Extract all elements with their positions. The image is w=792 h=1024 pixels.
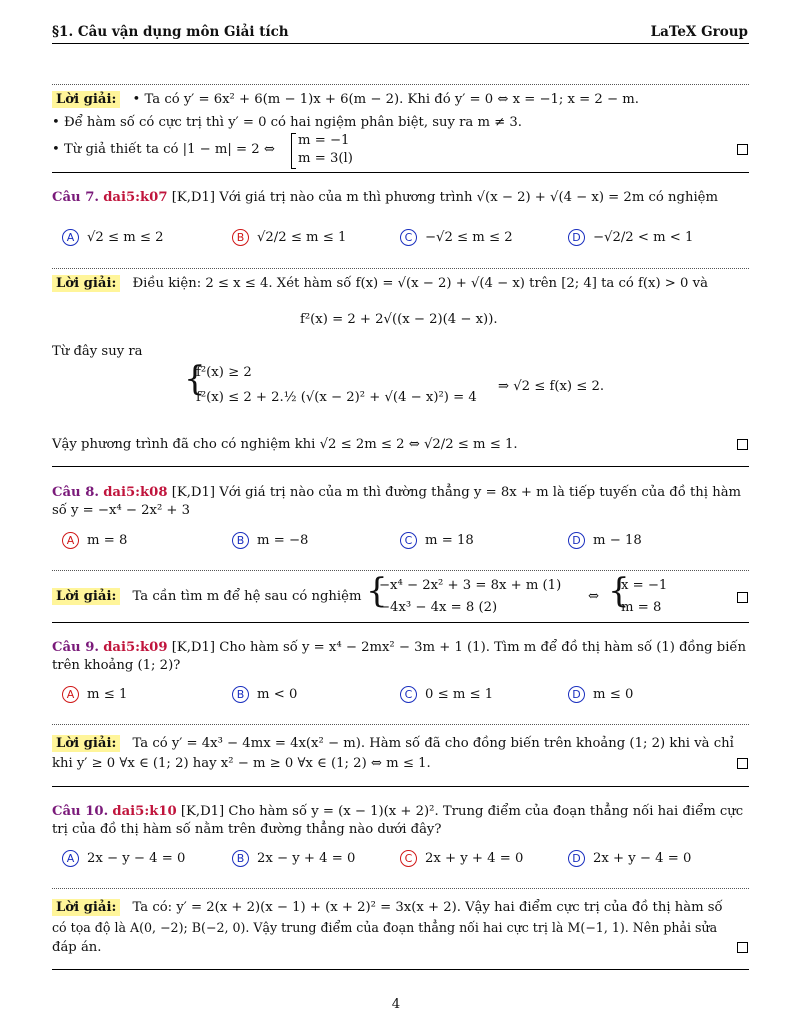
question-9-choice-b[interactable]: B m < 0: [232, 686, 297, 703]
solution-end-rule: [52, 969, 749, 970]
question-10-stem-cont: trị của đồ thị hàm số nằm trên đường thẳng nào dưới đây?: [52, 822, 442, 837]
question-8-choice-b[interactable]: B m = −8: [232, 532, 308, 549]
question-8-choice-c[interactable]: C m = 18: [400, 532, 474, 549]
q7-solution-line2: Từ đây suy ra: [52, 344, 143, 359]
header-rule: [52, 43, 749, 44]
qed-square: [737, 439, 748, 450]
q7-system-result: ⇒ √2 ≤ f(x) ≤ 2.: [498, 379, 605, 394]
question-8-choice-d[interactable]: D m − 18: [568, 532, 642, 549]
question-9-choice-d[interactable]: D m ≤ 0: [568, 686, 633, 703]
dotted-separator: [52, 888, 749, 889]
bracket: [291, 133, 296, 169]
q8-arrow: ⇔: [588, 589, 600, 604]
case-1: m = −1: [298, 133, 350, 148]
q9-solution-line2: khi y′ ≥ 0 ∀x ∈ (1; 2) hay x² − m ≥ 0 ∀x ∈ (1; 2) ⇔ m ≤ 1.: [52, 756, 431, 771]
q10-solution-line1: Lời giải: Ta có: y′ = 2(x + 2)(x − 1) + (x + 2)² = 3x(x + 2). Vậy hai điểm cực trị của đồ thị hàm số: [52, 900, 723, 915]
running-header-left: §1. Câu vận dụng môn Giải tích: [52, 24, 289, 40]
dotted-separator: [52, 570, 749, 571]
solution-end-rule: [52, 786, 749, 787]
dotted-separator: [52, 84, 749, 85]
question-8-stem: Câu 8. dai5:k08 [K,D1] Với giá trị nào của m thì đường thẳng y = 8x + m là tiếp tuyến của đồ thị hàm: [52, 485, 742, 500]
solution-end-rule: [52, 172, 749, 173]
question-7-choice-d[interactable]: D −√2/2 < m < 1: [568, 229, 693, 246]
question-7-choice-a[interactable]: A √2 ≤ m ≤ 2: [62, 229, 164, 246]
case-2: m = 3(l): [298, 151, 353, 166]
question-10-choice-a[interactable]: A 2x − y − 4 = 0: [62, 850, 185, 867]
question-9-choice-c[interactable]: C 0 ≤ m ≤ 1: [400, 686, 493, 703]
prev-solution-line1: Lời giải: • Ta có y′ = 6x² + 6(m − 1)x + 6(m − 2). Khi đó y′ = 0 ⇔ x = −1; x = 2 − m.: [52, 92, 639, 107]
dotted-separator: [52, 268, 749, 269]
qed-square: [737, 144, 748, 155]
question-10-stem: Câu 10. dai5:k10 [K,D1] Cho hàm số y = (x − 1)(x + 2)². Trung điểm của đoạn thẳng nối hai điểm cực: [52, 804, 744, 819]
left-brace: {: [608, 571, 630, 611]
question-9-stem: Câu 9. dai5:k09 [K,D1] Cho hàm số y = x⁴ − 2mx² − 3m + 1 (1). Tìm m để đồ thị hàm số (1) đồng biến: [52, 640, 747, 655]
question-8-stem-cont: số y = −x⁴ − 2x² + 3: [52, 503, 191, 518]
q9-solution-line1: Lời giải: Ta có y′ = 4x³ − 4mx = 4x(x² − m). Hàm số đã cho đồng biến trên khoảng (1; 2) khi và chỉ: [52, 736, 734, 751]
qed-square: [737, 592, 748, 603]
q7-system-1: f²(x) ≥ 2: [196, 365, 252, 380]
q8-solution-line1: Lời giải: Ta cần tìm m để hệ sau có nghiệm: [52, 589, 361, 604]
question-9-stem-cont: trên khoảng (1; 2)?: [52, 658, 181, 673]
q7-solution-line1: Lời giải: Điều kiện: 2 ≤ x ≤ 4. Xét hàm số f(x) = √(x − 2) + √(4 − x) trên [2; 4] ta có f(x) > 0 và: [52, 276, 708, 291]
q7-solution-line3: Vậy phương trình đã cho có nghiệm khi √2 ≤ 2m ≤ 2 ⇔ √2/2 ≤ m ≤ 1.: [52, 437, 518, 452]
question-7-choice-b[interactable]: B √2/2 ≤ m ≤ 1: [232, 229, 346, 246]
q8-result-1: x = −1: [621, 578, 668, 593]
prev-solution-line3: • Từ giả thiết ta có |1 − m| = 2 ⇔: [52, 142, 275, 157]
question-7-stem: Câu 7. dai5:k07 [K,D1] Với giá trị nào của m thì phương trình √(x − 2) + √(4 − x) = 2m có nghiệm: [52, 190, 718, 205]
q10-solution-line3: đáp án.: [52, 940, 102, 955]
question-10-choice-c[interactable]: C 2x + y + 4 = 0: [400, 850, 523, 867]
q10-solution-line2: có tọa độ là A(0, −2); B(−2, 0). Vậy trung điểm của đoạn thẳng nối hai cực trị là M(−1, 1). Nên phải sửa: [52, 920, 718, 935]
q8-system-2: −4x³ − 4x = 8 (2): [379, 600, 498, 615]
prev-solution-line2: • Để hàm số có cực trị thì y′ = 0 có hai ngiệm phân biệt, suy ra m ≠ 3.: [52, 115, 522, 130]
question-10-choice-d[interactable]: D 2x + y − 4 = 0: [568, 850, 691, 867]
qed-square: [737, 942, 748, 953]
question-8-choice-a[interactable]: A m = 8: [62, 532, 127, 549]
solution-end-rule: [52, 622, 749, 623]
qed-square: [737, 758, 748, 769]
left-brace: {: [366, 571, 388, 611]
solution-end-rule: [52, 466, 749, 467]
left-brace: {: [184, 359, 206, 399]
q7-formula: f²(x) = 2 + 2√((x − 2)(4 − x)).: [300, 312, 498, 327]
solution-label: Lời giải:: [52, 91, 120, 108]
q8-result-2: m = 8: [621, 600, 662, 615]
page-number: 4: [391, 997, 401, 1012]
q8-system-1: −x⁴ − 2x² + 3 = 8x + m (1): [379, 578, 562, 593]
running-header-right: LaTeX Group: [650, 24, 748, 40]
question-7-choice-c[interactable]: C −√2 ≤ m ≤ 2: [400, 229, 513, 246]
q7-system-2: f²(x) ≤ 2 + 2.½ (√(x − 2)² + √(4 − x)²) = 4: [196, 390, 477, 405]
dotted-separator: [52, 724, 749, 725]
question-10-choice-b[interactable]: B 2x − y + 4 = 0: [232, 850, 355, 867]
question-9-choice-a[interactable]: A m ≤ 1: [62, 686, 127, 703]
